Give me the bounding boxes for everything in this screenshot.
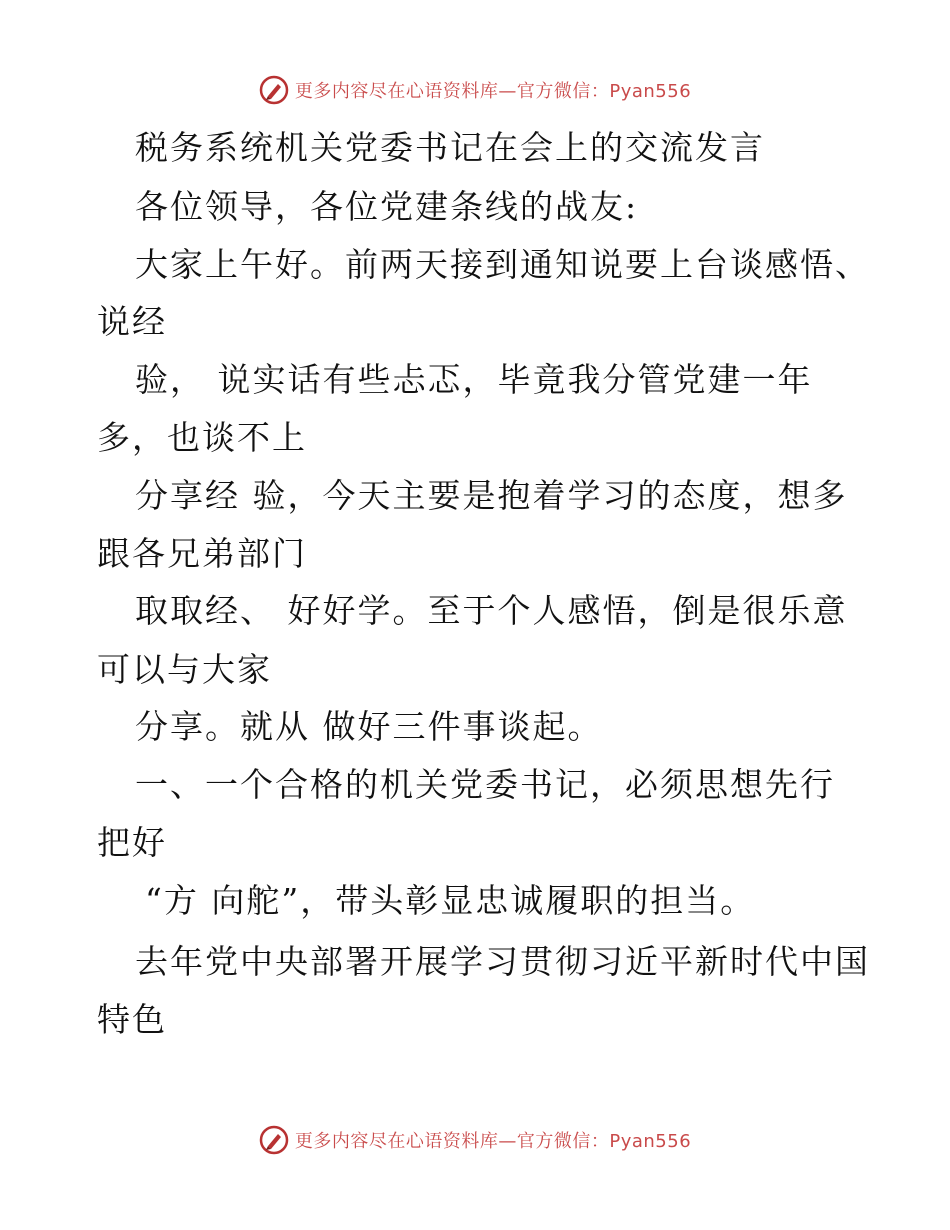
section-heading-1: 一、一个合格的机关党委书记，必须思想先行 xyxy=(135,765,835,804)
paragraph-line: 分享。就从 做好三件事谈起。 xyxy=(135,707,603,746)
paragraph-line: 大家上午好。前两天接到通知说要上台谈感悟、 xyxy=(135,245,870,284)
paragraph-line: 多，也谈不上 xyxy=(97,418,307,457)
paragraph-line: 验， 说实话有些忐忑，毕竟我分管党建一年 xyxy=(135,360,813,399)
paragraph-line: 分享经 验，今天主要是抱着学习的态度，想多 xyxy=(135,476,848,515)
salutation: 各位领导，各位党建条线的战友: xyxy=(135,187,639,226)
paragraph-line: 取取经、 好好学。至于个人感悟，倒是很乐意 xyxy=(135,591,848,630)
paragraph-line: 特色 xyxy=(97,1000,167,1039)
document-title: 税务系统机关党委书记在会上的交流发言 xyxy=(135,128,765,167)
paragraph-line: 把好 xyxy=(97,823,167,862)
paragraph-line: 跟各兄弟部门 xyxy=(97,534,307,573)
header-banner-text: 更多内容尽在心语资料库—官方微信：Pyan556 xyxy=(294,81,692,102)
paragraph-line: 可以与大家 xyxy=(97,650,272,689)
pen-logo-icon xyxy=(259,1125,289,1155)
footer-banner xyxy=(0,1120,950,1160)
paragraph-line: 说经 xyxy=(97,302,167,341)
footer-banner-text: 更多内容尽在心语资料库—官方微信：Pyan556 xyxy=(294,1131,692,1152)
paragraph-line: “方 向舵”，带头彰显忠诚履职的担当。 xyxy=(145,881,756,920)
paragraph-line: 去年党中央部署开展学习贯彻习近平新时代中国 xyxy=(135,942,870,981)
